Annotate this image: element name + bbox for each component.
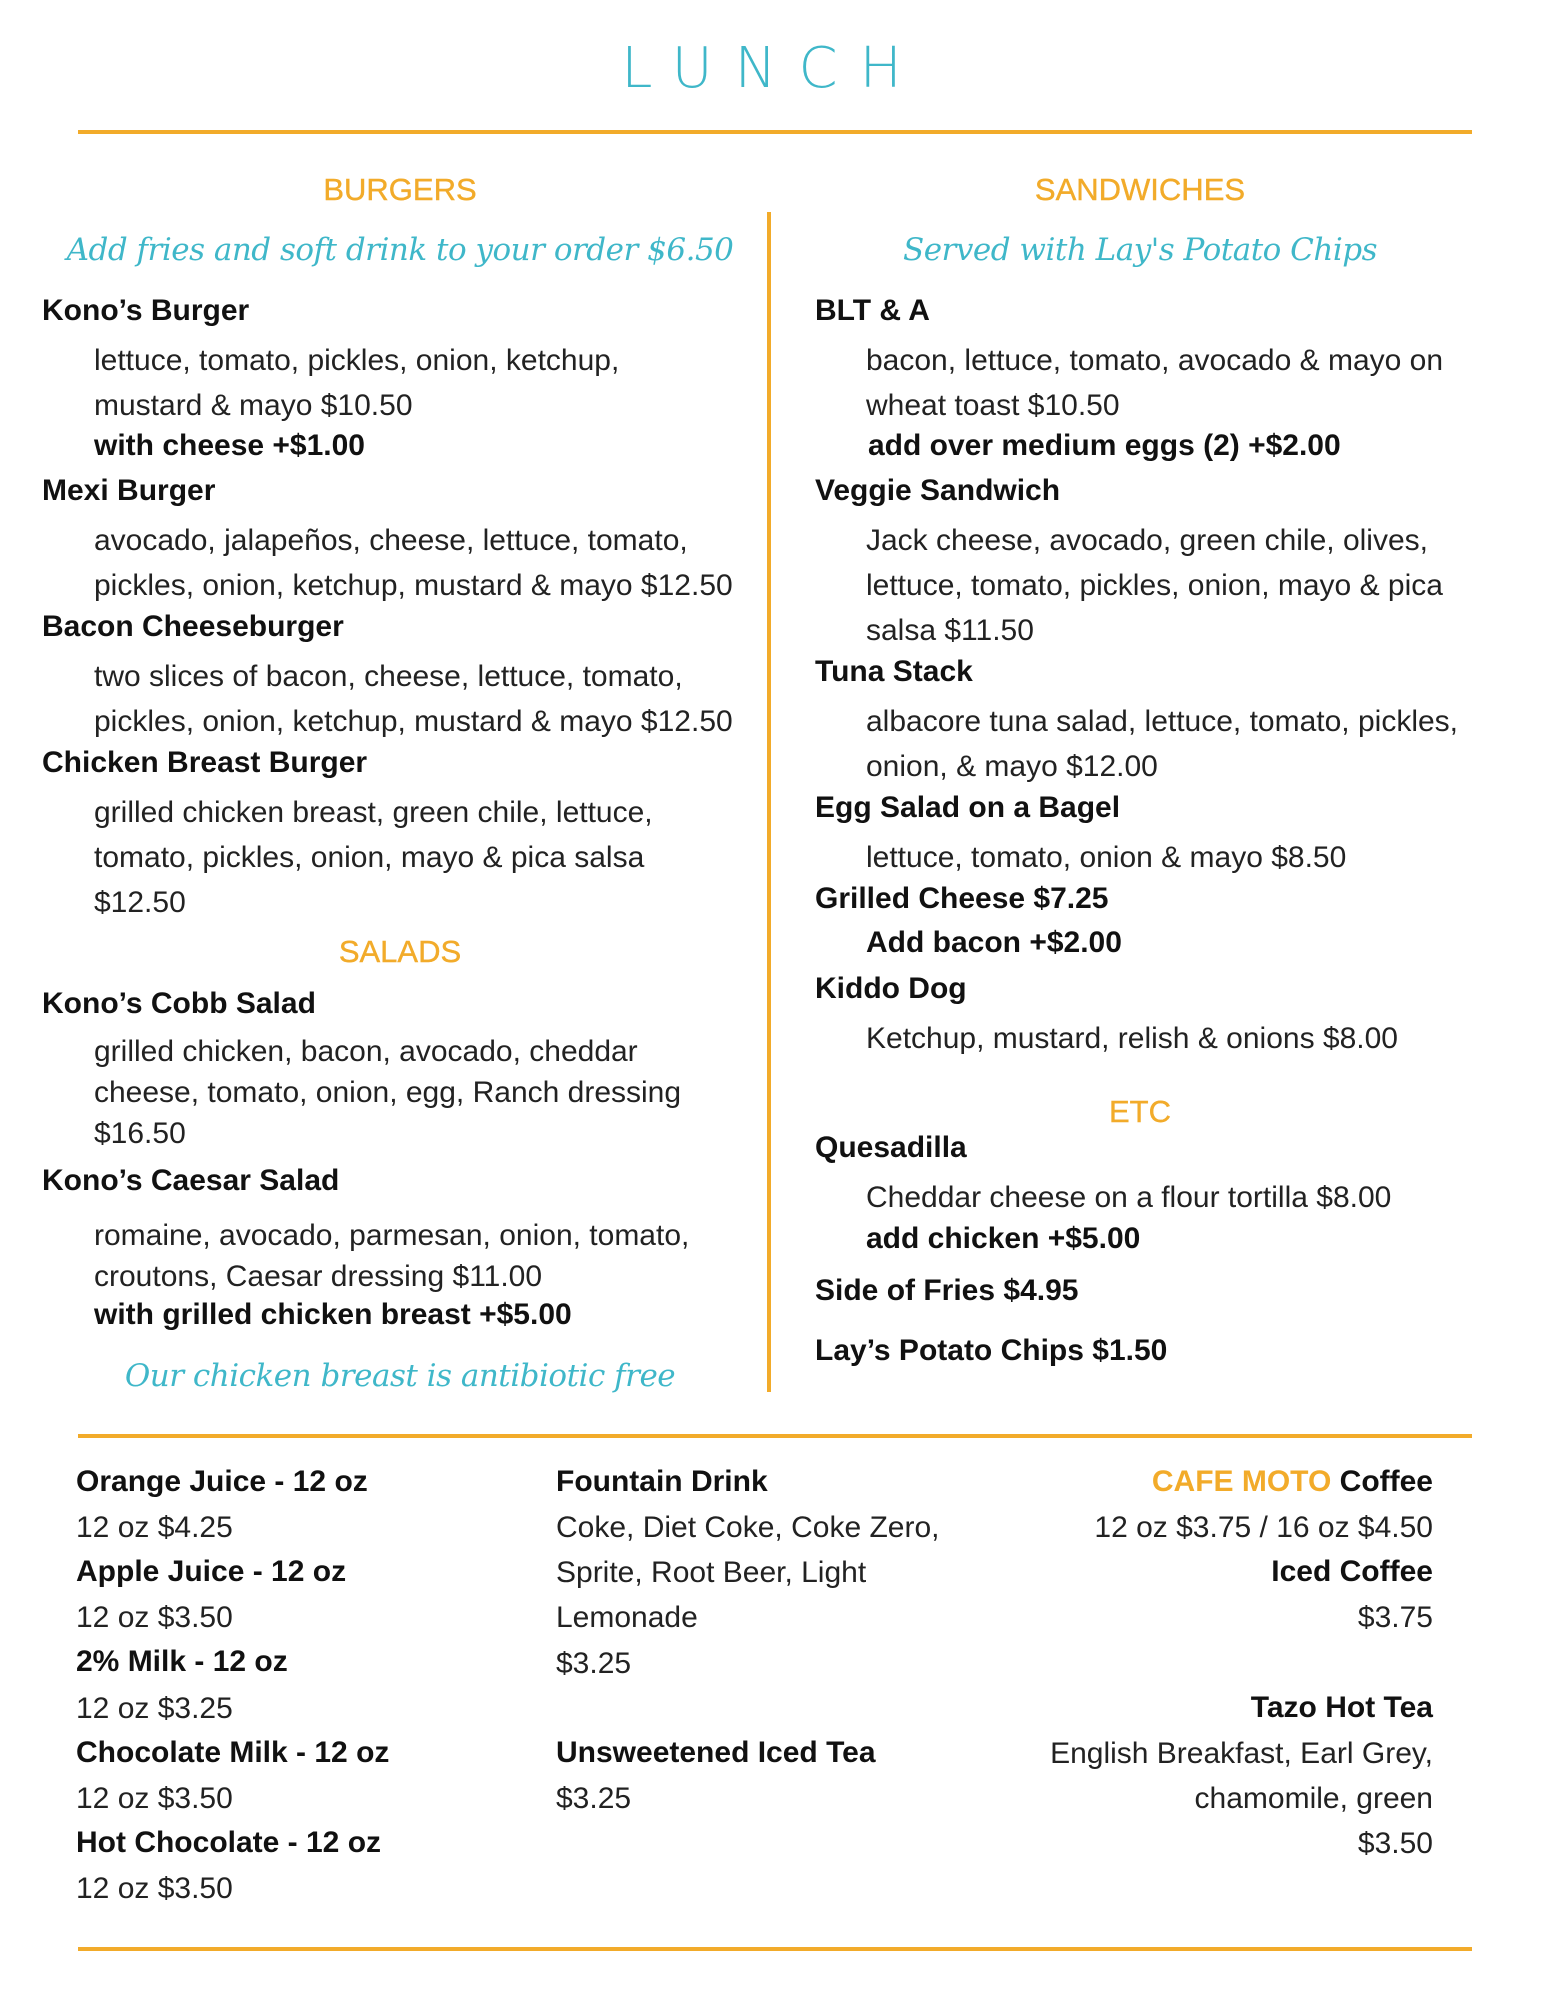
menu-item-addon: add over medium eggs (2) +$2.00 [868, 429, 1341, 462]
drink-price: $3.25 [556, 1647, 632, 1680]
menu-item-name: Side of Fries $4.95 [815, 1274, 1079, 1307]
menu-item-name: Mexi Burger [42, 474, 216, 507]
iced-coffee-price: $3.75 [1357, 1601, 1433, 1634]
menu-item-name: Quesadilla [815, 1131, 967, 1164]
menu-item-addon: with grilled chicken breast +$5.00 [94, 1298, 572, 1331]
drink-desc: Lemonade [556, 1601, 698, 1634]
menu-item-name: Kono’s Caesar Salad [42, 1164, 340, 1197]
salads-heading: SALADS [338, 934, 462, 969]
top-divider [78, 130, 1472, 134]
menu-item-name: Veggie Sandwich [815, 474, 1061, 507]
drink-name: Apple Juice - 12 oz [76, 1555, 347, 1588]
menu-item-desc: bacon, lettuce, tomato, avocado & mayo on wheat toast $10.50 [866, 344, 1444, 422]
drink-price: 12 oz $3.25 [76, 1692, 233, 1725]
drink-price: 12 oz $3.50 [76, 1872, 233, 1905]
hot-tea-price: $3.50 [1357, 1827, 1433, 1860]
menu-item-addon: with cheese +$1.00 [94, 429, 365, 462]
page-title: LUNCH [621, 36, 924, 101]
menu-item-desc: Cheddar cheese on a flour tortilla $8.00 [866, 1181, 1392, 1214]
sandwiches-note: Served with Lay's Potato Chips [902, 232, 1378, 268]
coffee-label: Coffee [1339, 1465, 1433, 1498]
drink-price: 12 oz $3.50 [76, 1782, 233, 1815]
menu-item-desc: romaine, avocado, parmesan, onion, tomato, croutons, Caesar dressing $11.00 [94, 1219, 690, 1293]
menu-item-name: Lay’s Potato Chips $1.50 [815, 1334, 1168, 1367]
drink-price: $3.25 [556, 1782, 632, 1815]
menu-item-name: BLT & A [815, 294, 930, 327]
menu-item-addon: Add bacon +$2.00 [866, 926, 1122, 959]
menu-item-desc: two slices of bacon, cheese, lettuce, tomato, pickles, onion, ketchup, mustard & mayo $12.50 [94, 660, 733, 738]
etc-heading: ETC [1109, 1094, 1171, 1129]
column-divider [767, 212, 771, 1392]
menu-item-desc: grilled chicken, bacon, avocado, cheddar cheese, tomato, onion, egg, Ranch dressing $16.50 [94, 1035, 682, 1150]
cafe-moto-brand: CAFE MOTO [1151, 1465, 1332, 1498]
menu-item-name: Bacon Cheeseburger [42, 610, 344, 643]
burgers-note: Add fries and soft drink to your order $6.50 [66, 232, 734, 268]
drink-name: Fountain Drink [556, 1465, 768, 1498]
iced-coffee-name: Iced Coffee [1271, 1555, 1433, 1588]
menu-item-desc: grilled chicken breast, green chile, lettuce, tomato, pickles, onion, mayo & pica salsa $12.50 [94, 796, 653, 919]
hot-tea-name: Tazo Hot Tea [1250, 1691, 1433, 1724]
drink-price: 12 oz $4.25 [76, 1511, 233, 1544]
menu-item-name: Kono’s Burger [42, 294, 250, 327]
menu-item-desc: lettuce, tomato, pickles, onion, ketchup, mustard & mayo $10.50 [94, 344, 620, 422]
sandwiches-heading: SANDWICHES [1034, 172, 1246, 207]
drink-price: 12 oz $3.50 [76, 1601, 233, 1634]
menu-item-name: Tuna Stack [815, 655, 973, 688]
coffee-name [1152, 1465, 1433, 1499]
hot-tea-desc: chamomile, green [1194, 1782, 1433, 1815]
menu-item-addon: add chicken +$5.00 [866, 1222, 1141, 1255]
menu-item-desc: lettuce, tomato, onion & mayo $8.50 [866, 841, 1347, 874]
burgers-heading: BURGERS [323, 172, 477, 207]
hot-tea-desc: English Breakfast, Earl Grey, [1050, 1737, 1433, 1770]
salads-note: Our chicken breast is antibiotic free [124, 1358, 676, 1394]
drink-name: 2% Milk - 12 oz [76, 1645, 288, 1678]
coffee-price: 12 oz $3.75 / 16 oz $4.50 [1094, 1511, 1433, 1544]
menu-item-desc: avocado, jalapeños, cheese, lettuce, tomato, pickles, onion, ketchup, mustard & mayo $12.50 [94, 524, 733, 602]
menu-item-desc: Ketchup, mustard, relish & onions $8.00 [866, 1022, 1398, 1055]
bottom-divider [78, 1947, 1472, 1951]
drink-desc: Sprite, Root Beer, Light [556, 1556, 867, 1589]
menu-item-desc: Jack cheese, avocado, green chile, olives, lettuce, tomato, pickles, onion, mayo & pica salsa $11.50 [866, 524, 1443, 647]
drinks-divider [78, 1434, 1472, 1438]
menu-item-desc: albacore tuna salad, lettuce, tomato, pickles, onion, & mayo $12.00 [866, 705, 1459, 783]
drink-name: Hot Chocolate - 12 oz [76, 1826, 382, 1859]
menu-item-name: Egg Salad on a Bagel [815, 791, 1121, 824]
menu-item-name: Kono’s Cobb Salad [42, 987, 316, 1020]
menu-item-name: Grilled Cheese $7.25 [815, 882, 1109, 915]
menu-item-name: Kiddo Dog [815, 972, 967, 1005]
menu-item-name: Chicken Breast Burger [42, 746, 368, 779]
drink-desc: Coke, Diet Coke, Coke Zero, [556, 1511, 940, 1544]
drink-name: Orange Juice - 12 oz [76, 1465, 368, 1498]
drink-name: Unsweetened Iced Tea [556, 1736, 876, 1769]
drink-name: Chocolate Milk - 12 oz [76, 1736, 390, 1769]
